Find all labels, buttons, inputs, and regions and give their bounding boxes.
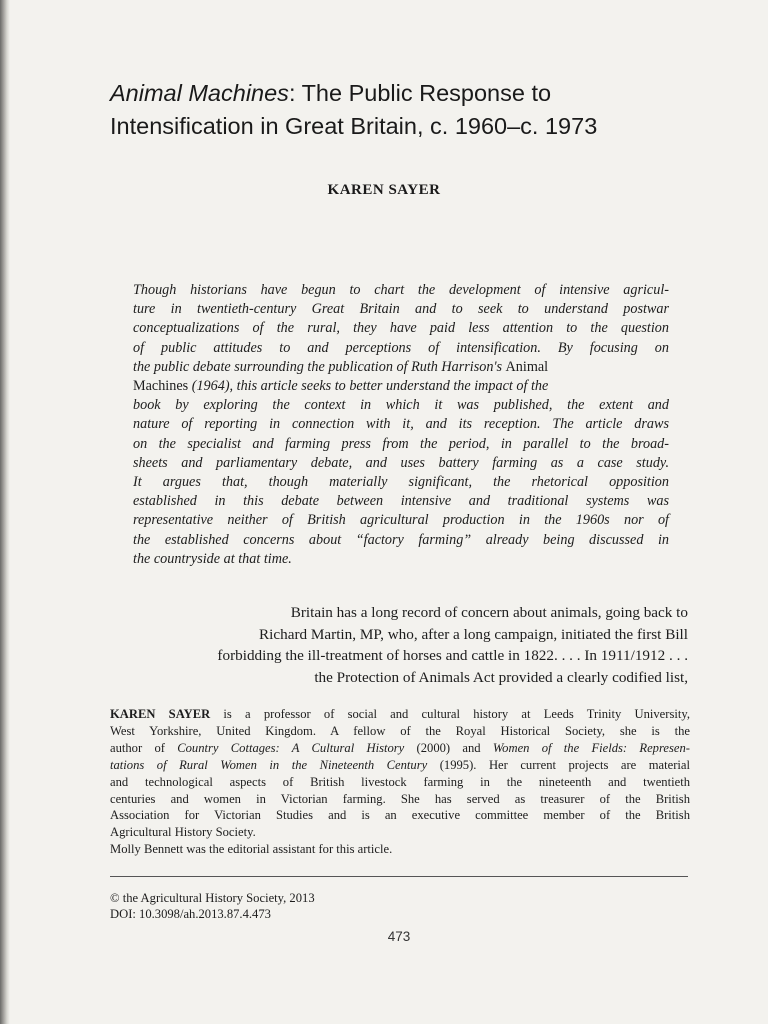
- abstract-line: the countryside at that time.: [133, 550, 292, 567]
- footnote-divider: [110, 876, 688, 877]
- bio-author-name: KAREN SAYER: [110, 707, 211, 721]
- bio-line: Association for Victorian Studies and is an executive committee member of the British: [110, 808, 690, 823]
- author-bio: [110, 706, 690, 858]
- bio-text: author of: [110, 740, 178, 755]
- abstract-line: the established concerns about “factory farming” already being discussed in: [133, 531, 669, 548]
- copyright-notice: © the Agricultural History Society, 2013: [110, 891, 315, 905]
- abstract-line: nature of reporting in connection with it, and its reception. The article draws: [133, 416, 669, 433]
- bio-line: centuries and women in Victorian farming. She has served as treasurer of the British: [110, 791, 690, 806]
- epigraph-line: Britain has a long record of concern about animals, going back to: [290, 604, 688, 621]
- copyright-block: [110, 890, 510, 922]
- book-title-part: Machines: [133, 378, 189, 395]
- book-title: Women of the Fields: Represen-: [492, 740, 690, 755]
- abstract-line: conceptualizations of the rural, they have paid less attention to the question: [133, 320, 669, 337]
- bio-line: [110, 706, 690, 723]
- abstract-line: of public attitudes to and perceptions of intensification. By focusing on: [133, 339, 669, 356]
- title-italic-part: Animal Machines: [110, 80, 289, 106]
- abstract-line: It argues that, though materially significant, the rhetorical opposition: [133, 474, 669, 491]
- abstract: [133, 281, 669, 569]
- epigraph-line: Richard Martin, MP, who, after a long campaign, initiated the first Bill: [259, 625, 688, 643]
- doi: DOI: 10.3098/ah.2013.87.4.473: [110, 907, 271, 921]
- abstract-line: ture in twentieth-century Great Britain and to seek to understand postwar: [133, 301, 669, 318]
- abstract-line: Though historians have begun to chart the development of intensive agricul-: [133, 282, 669, 298]
- abstract-line: [133, 358, 669, 377]
- abstract-line: established in this debate between intensive and traditional systems was: [133, 493, 669, 510]
- page-number: 473: [387, 929, 411, 944]
- bio-text: (2000) and: [404, 740, 493, 755]
- epigraph-line: the Protection of Animals Act provided a clearly codified list,: [314, 668, 688, 686]
- bio-text: is a professor of social and cultural history at Leeds Trinity University,: [210, 707, 690, 721]
- book-title: tations of Rural Women in the Nineteenth Century: [110, 757, 428, 772]
- book-title: Country Cottages: A Cultural History: [177, 740, 405, 755]
- bio-line: [110, 740, 690, 757]
- abstract-line: book by exploring the context in which it was published, the extent and: [133, 397, 669, 414]
- article-title: [110, 77, 710, 143]
- bio-line: Molly Bennett was the editorial assistant for this article.: [110, 842, 393, 857]
- bio-line: West Yorkshire, United Kingdom. A fellow of the Royal Historical Society, she is the: [110, 723, 690, 738]
- bio-line: and technological aspects of British livestock farming in the nineteenth and twentieth: [110, 774, 690, 789]
- title-line2: Intensification in Great Britain, c. 1960–c. 1973: [110, 113, 598, 139]
- abstract-line: sheets and parliamentary debate, and uses battery farming as a case study.: [133, 454, 669, 471]
- abstract-line: [133, 377, 669, 396]
- abstract-line: on the specialist and farming press from the period, in parallel to the broad-: [133, 435, 669, 452]
- abstract-text: the public debate surrounding the publication of Ruth Harrison's: [133, 358, 502, 375]
- epigraph-line: forbidding the ill-treatment of horses and cattle in 1822. . . . In 1911/1912 . . .: [217, 647, 688, 664]
- page-binding-edge: [0, 0, 10, 1024]
- author-name: KAREN SAYER: [327, 182, 441, 198]
- bio-line: Agricultural History Society.: [110, 825, 256, 840]
- abstract-line: representative neither of British agricultural production in the 1960s nor of: [133, 512, 669, 529]
- title-line1-rest: : The Public Response to: [288, 80, 552, 106]
- bio-line: [110, 757, 690, 774]
- abstract-text: (1964), this article seeks to better understand the impact of the: [191, 378, 549, 395]
- book-title-part: Animal: [505, 358, 549, 375]
- epigraph-quote: [150, 602, 688, 688]
- bio-text: (1995). Her current projects are material: [427, 757, 690, 772]
